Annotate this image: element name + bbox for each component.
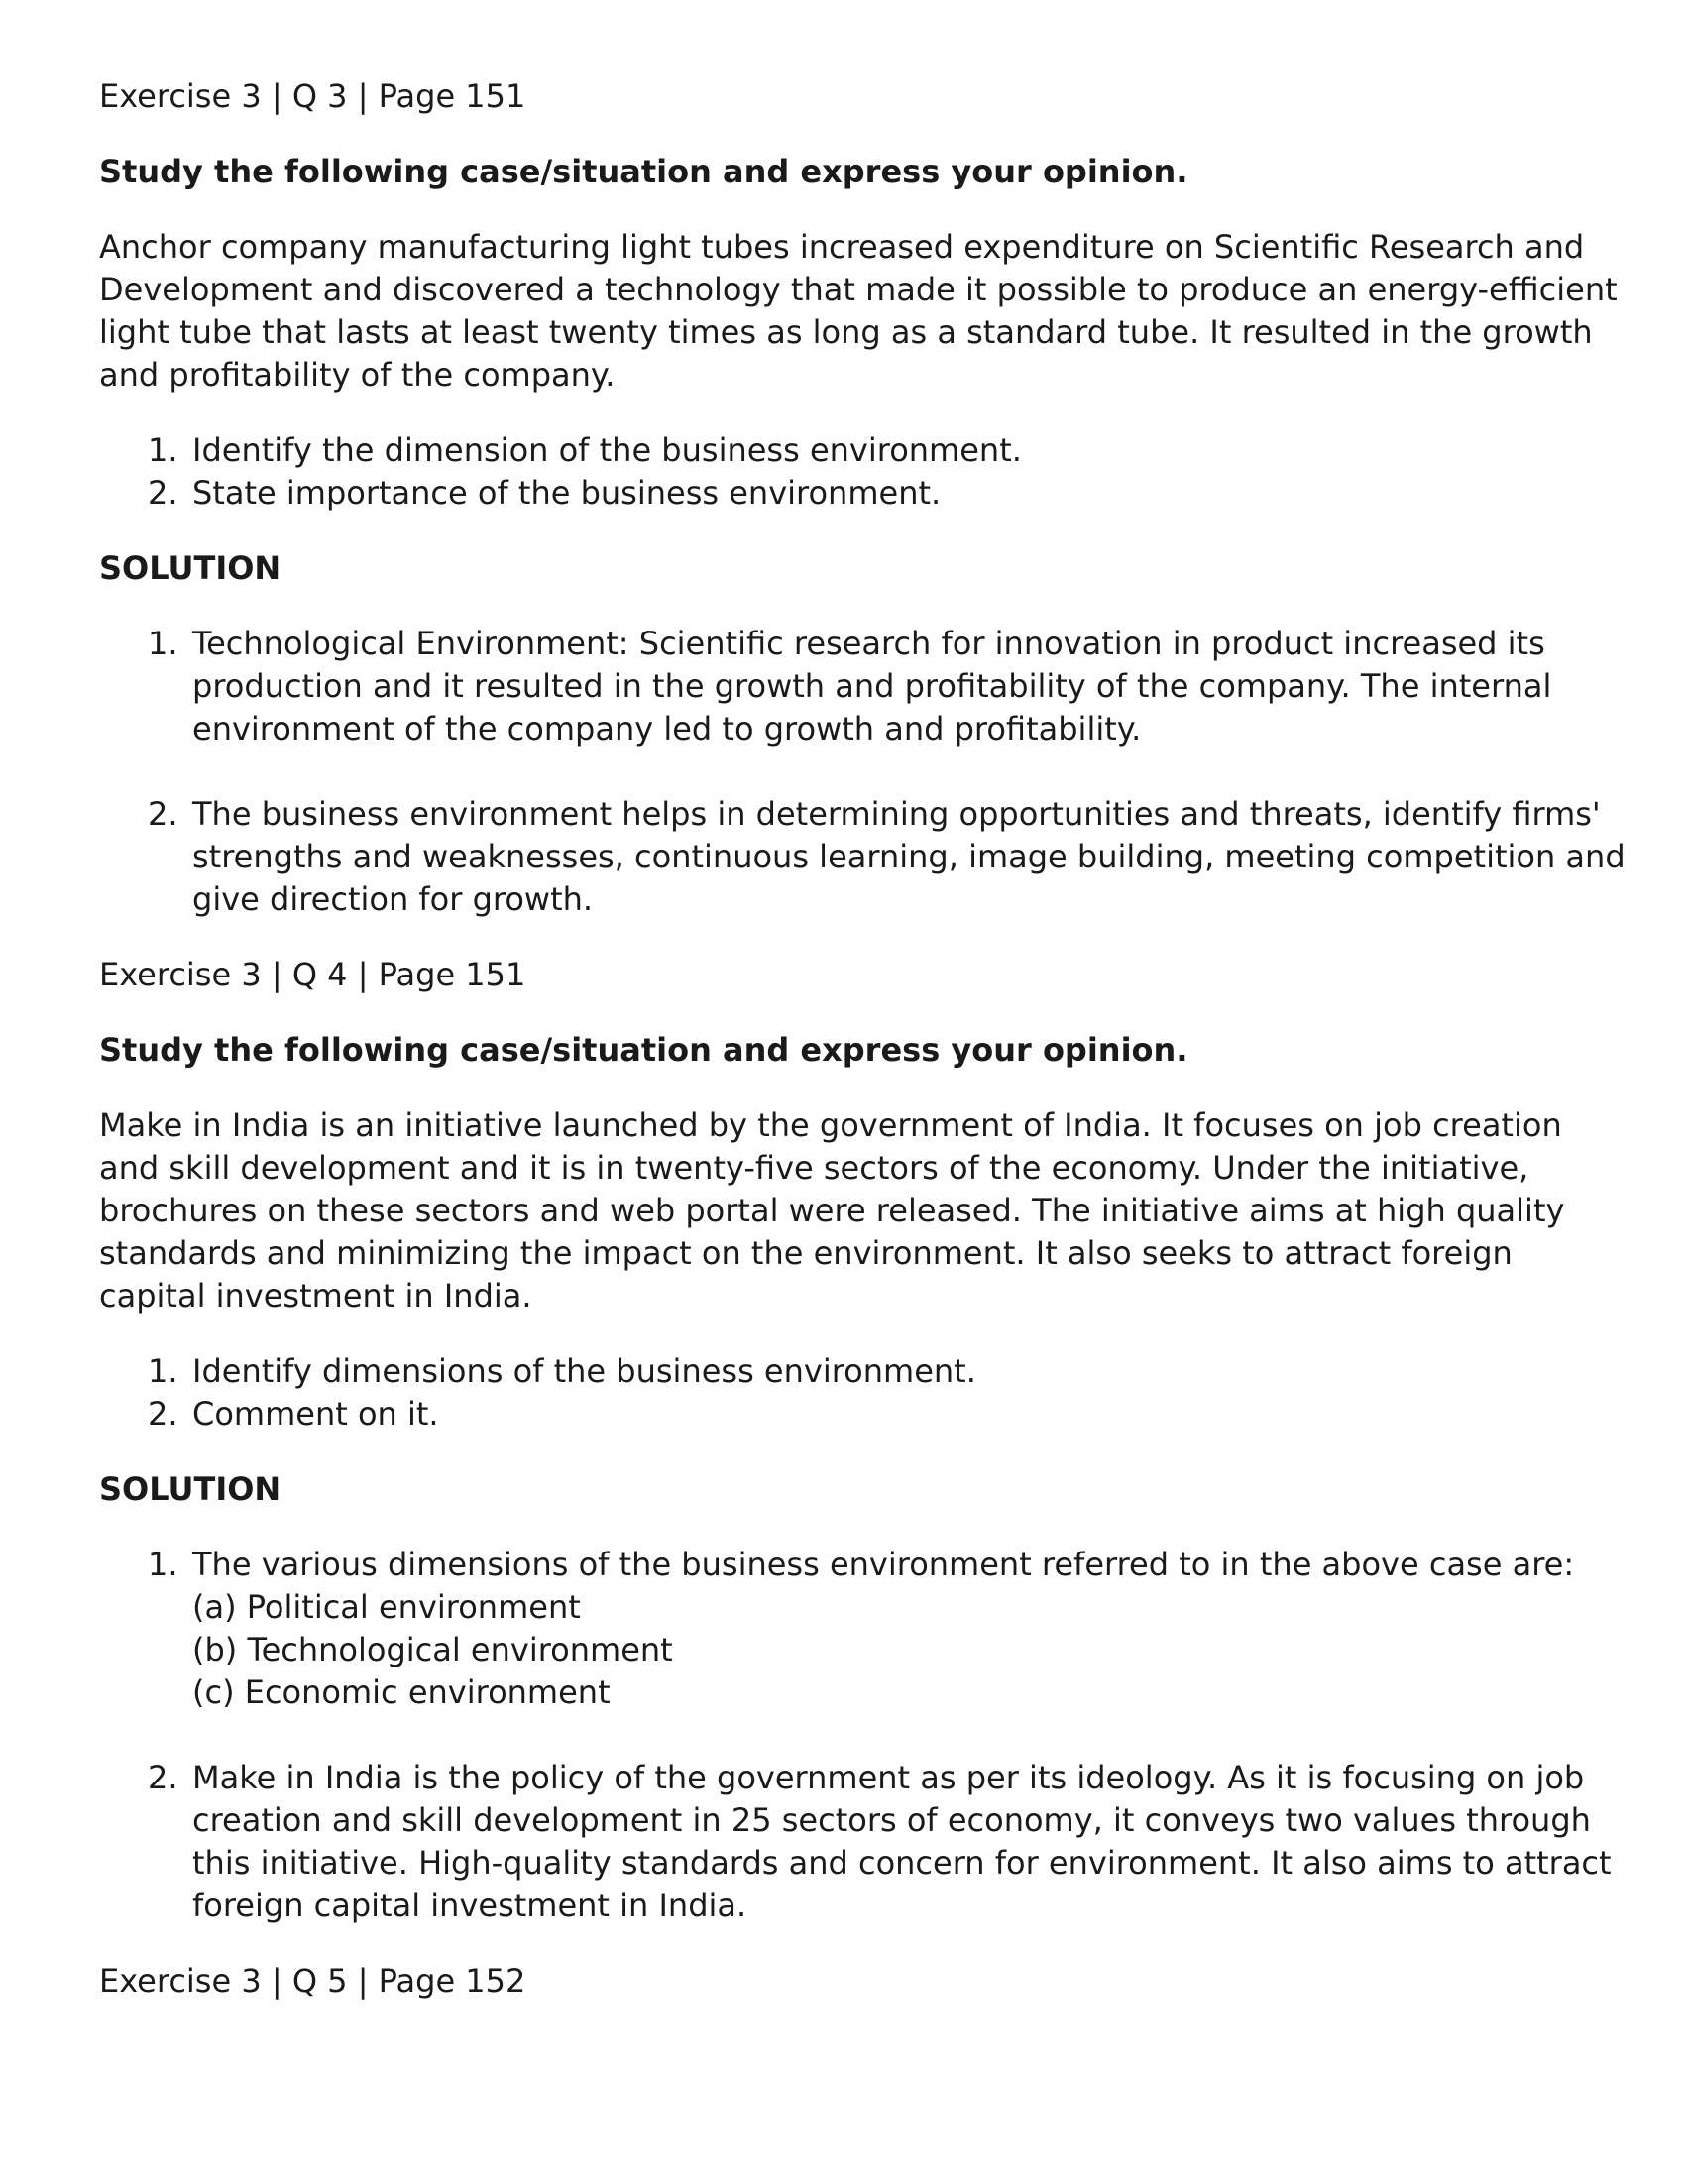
list-text: The various dimensions of the business environment referred to in the above case are: (192, 1546, 1575, 1583)
question-reference: Exercise 3 | Q 4 | Page 151 (99, 956, 526, 993)
sub-item: (c) Economic environment (192, 1673, 611, 1711)
list-item (99, 1393, 1626, 1436)
list-number: 2. (148, 1759, 178, 1796)
list-text: Identify the dimension of the business environment. (192, 431, 1022, 469)
question-reference: Exercise 3 | Q 5 | Page 152 (99, 1962, 526, 2000)
document-page (99, 75, 1626, 2035)
list-number: 2. (148, 1395, 178, 1433)
list-number: 1. (148, 625, 178, 662)
answer-list (99, 623, 1626, 921)
list-number: 1. (148, 1352, 178, 1390)
list-item (99, 1544, 1626, 1714)
list-item (99, 1757, 1626, 1927)
sub-item: (b) Technological environment (192, 1631, 673, 1668)
list-item (99, 472, 1626, 515)
list-text: Comment on it. (192, 1395, 439, 1433)
list-text: Identify dimensions of the business environment. (192, 1352, 976, 1390)
question-prompt: Study the following case/situation and express your opinion. (99, 1031, 1188, 1069)
list-item (99, 793, 1626, 921)
list-text: Make in India is the policy of the government as per its ideology. As it is focusing on job creation and skill development in 25 sectors of economy, it conveys two values through this initiative. High-quality standards and concern for environment. It also aims to attract foreign capital investment in India. (192, 1759, 1612, 1924)
question-list (99, 429, 1626, 515)
question-prompt: Study the following case/situation and express your opinion. (99, 153, 1188, 190)
list-number: 2. (148, 795, 178, 833)
list-text: State importance of the business environment. (192, 474, 942, 512)
sub-item: (a) Political environment (192, 1588, 581, 1626)
solution-heading: SOLUTION (99, 549, 281, 587)
case-text: Make in India is an initiative launched by the government of India. It focuses on job creation and skill development and it is in twenty-five sectors of the economy. Under the initiative, brochures on these sectors and web portal were released. The initiative aims at high quality standards and minimizing the impact on the environment. It also seeks to attract foreign capital investment in India. (99, 1106, 1565, 1315)
question-reference: Exercise 3 | Q 3 | Page 151 (99, 77, 526, 115)
list-item (99, 1350, 1626, 1393)
list-text: The business environment helps in determining opportunities and threats, identify firms' strengths and weaknesses, continuous learning, image building, meeting competition and give direction for growth. (192, 795, 1626, 918)
solution-heading: SOLUTION (99, 1470, 281, 1508)
list-item (99, 429, 1626, 472)
list-item (99, 623, 1626, 750)
case-text: Anchor company manufacturing light tubes increased expenditure on Scientific Research and Development and discovered a technology that made it possible to produce an energy-efficient light tube that lasts at least twenty times as long as a standard tube. It resulted in the growth and profitability of the company. (99, 228, 1618, 394)
question-list (99, 1350, 1626, 1436)
list-number: 1. (148, 1546, 178, 1583)
list-number: 1. (148, 431, 178, 469)
list-text: Technological Environment: Scientific research for innovation in product increased its production and it resulted in the growth and profitability of the company. The internal environment of the company led to growth and profitability. (192, 625, 1552, 747)
list-number: 2. (148, 474, 178, 512)
answer-list (99, 1544, 1626, 1927)
